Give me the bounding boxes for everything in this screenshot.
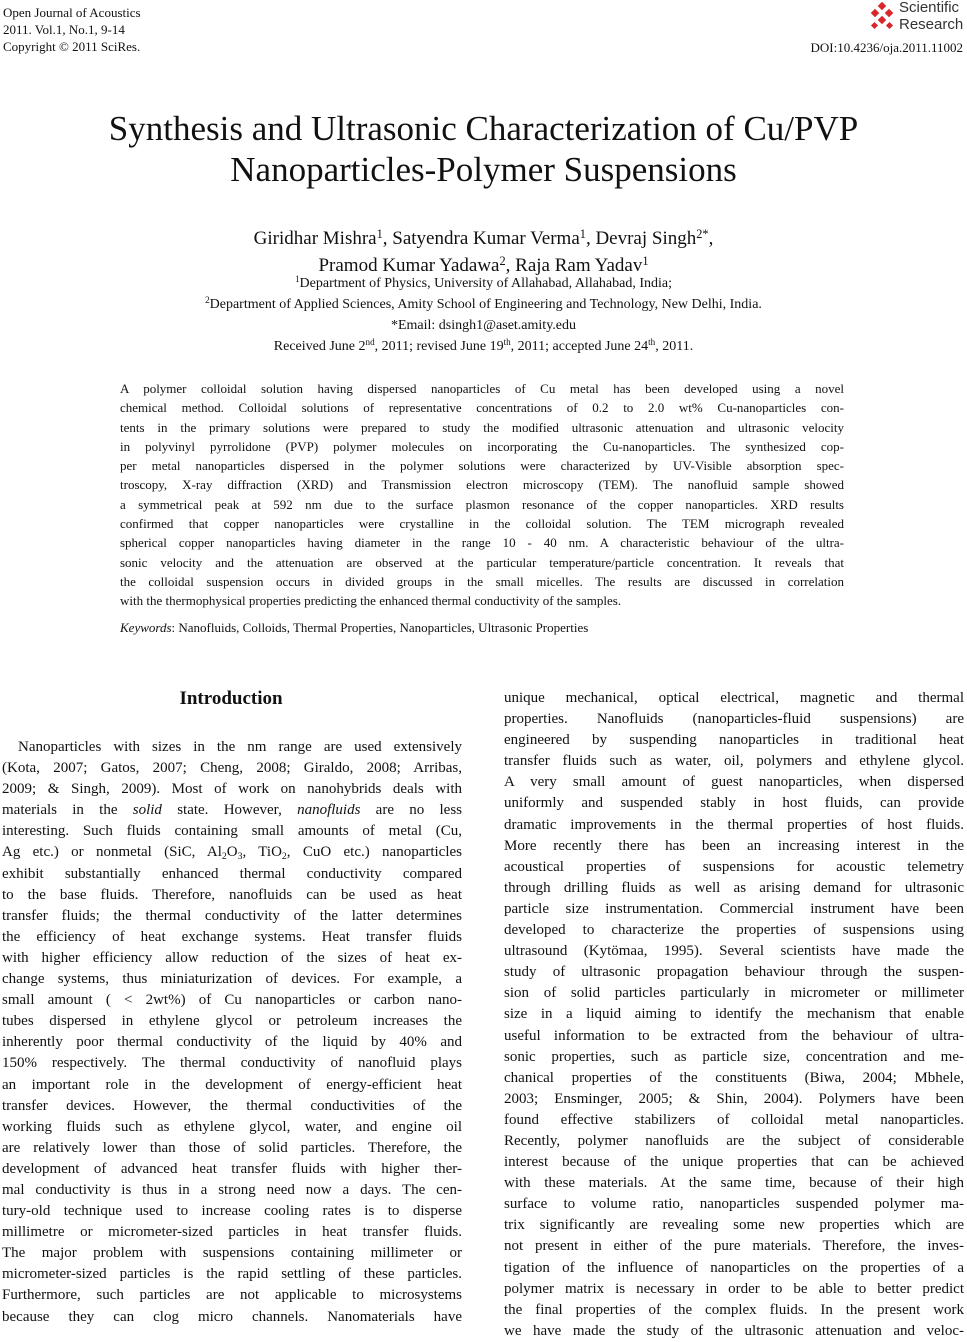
abstract-line: per metal nanoparticles dispersed in the polymer solutions were characterized by UV-Visible absorption spec- (120, 458, 844, 474)
author-affil-mark: 1 (376, 226, 383, 241)
body-line: interesting. Such fluids containing small amounts of metal (Cu, (2, 823, 462, 840)
body-line: materials in the solid state. However, nanofluids are no less (2, 802, 463, 819)
body-line: tigation of the influence of nanoparticles on the properties of a (504, 1259, 964, 1276)
abstract-line: tents in the primary solutions were prepared to study the modified ultrasonic attenuation and ultrasonic velocity (120, 419, 844, 435)
body-line: surface to volume ratio, nanoparticles suspended polymer ma- (504, 1196, 964, 1213)
corresponding-email: *Email: dsingh1@aset.amity.edu (390, 318, 576, 333)
body-line: engineered by suspending nanoparticles in traditional heat (504, 732, 964, 749)
body-line: ultrasound (Kytömaa, 1995). Several scientists have made the (504, 943, 964, 960)
abstract-line: with the thermophysical properties predicting the enhanced thermal conductivity of the samples. (120, 593, 622, 609)
scientific-research-logo (867, 0, 967, 38)
body-line: unique mechanical, optical electrical, magnetic and thermal (504, 690, 964, 706)
affiliation-1: $^1$Department of Physics, University of Allahabad, Allahabad, India; (294, 274, 673, 291)
body-line: sonic properties, such as particle size, concentration and me- (504, 1048, 964, 1065)
abstract-line: chemical method. Colloidal solutions of representative concentrations of 0.2 to 2.0 wt% Cu-nanoparticles con- (120, 400, 844, 416)
body-line: polymer matrix is necessary in order to be able to better predict (504, 1280, 964, 1297)
body-line: millimetre or micrometer-sized particles in heat transfer fluids. (2, 1224, 462, 1241)
author-name: Giridhar Mishra (253, 228, 377, 249)
body-line: are relatively lower than those of solid particles. Therefore, the (2, 1139, 462, 1156)
body-line: the final properties of the complex fluids. In the present work (504, 1301, 964, 1318)
body-line: particle size instrumentation. Commercial instrument have been (504, 900, 964, 917)
body-line: 150% respectively. The thermal conductivity of nanofluid plays (2, 1055, 462, 1072)
paper-title (0, 108, 967, 190)
logo-text-line2: Research (899, 16, 964, 33)
right-column (504, 688, 964, 1342)
body-line: not present in either of the pure materials. Therefore, the inves- (504, 1238, 964, 1255)
author-name: , Satyendra Kumar Verma (382, 228, 580, 249)
body-line: More recently there has been an increasing interest in the (504, 837, 964, 854)
body-line: sion of solid particles particularly in micrometer or millimeter (504, 985, 964, 1002)
body-line: small amount ( < 2wt%) of Cu nanoparticles or carbon nano- (2, 992, 462, 1009)
body-line: acoustical properties of suspensions for acoustic telemetry (504, 858, 964, 875)
logo-text-line1: Scientific (899, 0, 960, 16)
abstract (120, 379, 844, 611)
doi: DOI:10.4236/oja.2011.11002 (810, 40, 963, 55)
body-line: Ag etc.) or nonmetal (SiC, $Al_2O_3$, TiO$_2$, CuO etc.) nanoparticles (2, 844, 462, 862)
body-line: inherently poor thermal conductivity of the liquid by 40% and (2, 1034, 462, 1051)
logo-icon (867, 2, 897, 32)
author-separator: , (708, 228, 714, 249)
abstract-line: in polyvinyl pyrrolidone (PVP) polymer molecules on incorporating the Cu-nanoparticles. The synthesized cop- (120, 438, 844, 454)
body-line: tubes dispersed in ethylene glycol or petroleum increases the (2, 1013, 462, 1030)
body-line: through drilling fluids as well as arising demand for ultrasonic (504, 879, 964, 896)
body-line: micrometer-sized particles is the rapid settling of these particles. (2, 1266, 462, 1283)
body-line: found effective stabilizers of colloidal metal nanoparticles. (504, 1111, 964, 1128)
journal-name: Open Journal of Acoustics (3, 5, 141, 20)
abstract-line: a symmetrical peak at 592 nm due to the surface plasmon resonance of the copper nanoparticles. XRD results (120, 496, 844, 512)
body-line: transfer fluids; the thermal conductivity of the latter determines (2, 907, 462, 924)
body-line: Recently, polymer nanofluids are the subject of considerable (504, 1132, 964, 1149)
body-line: interest because of the unique properties that can be achieved (504, 1154, 964, 1171)
received-dates: Received June 2nd, 2011; revised June 19th, 2011; accepted June 24th, 2011. (273, 337, 694, 354)
body-line: mal conductivity is thus in a strong need now a days. The cen- (2, 1181, 462, 1198)
keywords (120, 620, 588, 636)
body-line: we have made the study of the ultrasonic attenuation and veloc- (504, 1322, 964, 1339)
body-line: Nanoparticles with sizes in the nm range are used extensively (18, 739, 462, 755)
body-line: useful information to be extracted from the behaviour of ultra- (504, 1027, 964, 1044)
body-line: developed to characterize the properties of suspensions using (504, 922, 964, 939)
journal-volume: 2011. Vol.1, No.1, 9-14 (3, 22, 125, 37)
affiliation-2: $^2$Department of Applied Sciences, Amity School of Engineering and Technology, New Delhi, India. (205, 295, 762, 312)
body-line: an important role in the development of energy-efficient heat (2, 1076, 462, 1093)
journal-copyright: Copyright © 2011 SciRes. (3, 39, 141, 54)
author-list (0, 225, 967, 279)
body-line: transfer devices. However, the thermal conductivities of the (2, 1097, 462, 1114)
body-line: study of ultrasonic propagation behaviour through the suspen- (504, 964, 964, 981)
title-line-1: Synthesis and Ultrasonic Characterization of Cu/PVP (108, 109, 859, 148)
body-line: size in a liquid aiming to identify the mechanism that enable (504, 1006, 964, 1023)
body-line: A very small amount of guest nanoparticles, when dispersed (504, 774, 964, 791)
body-line: properties. Nanofluids (nanoparticles-fluid suspensions) are (504, 711, 964, 728)
body-line: working fluids such as ethylene glycol, water, and engine oil (2, 1118, 462, 1135)
author-affil-mark: 2 (499, 253, 506, 268)
author-affil-mark: 2* (696, 226, 709, 241)
abstract-line: the colloidal suspension occurs in divided groups in the small micelles. The results are discussed in correlation (120, 573, 844, 589)
body-line: uniformly and suspended stably in host fluids, can provide (504, 795, 964, 812)
body-line: 2003; Ensminger, 2005; & Shin, 2004). Polymers have been (504, 1090, 964, 1107)
body-line: with these materials. At the same time, because of their high (504, 1175, 964, 1192)
title-line-2: Nanoparticles-Polymer Suspensions (230, 150, 737, 189)
author-affil-mark: 1 (579, 226, 586, 241)
section-heading-introduction: Introduction (179, 688, 283, 709)
body-line: to the base fluids. Therefore, nanofluids can be used as heat (2, 886, 462, 903)
body-line: The major problem with suspensions containing millimeter or (2, 1245, 462, 1262)
journal-header (3, 4, 141, 55)
body-line: because they can clog micro channels. Nanomaterials have (2, 1308, 462, 1325)
abstract-line: confirmed that copper nanoparticles were crystalline in the colloidal solution. The TEM micrograph revealed (120, 516, 844, 532)
body-line: dramatic improvements in the thermal properties of host fluids. (504, 816, 964, 833)
affiliations (0, 273, 967, 357)
author-affil-mark: 1 (642, 253, 649, 268)
body-line: development of advanced heat transfer fluids with higher ther- (2, 1160, 462, 1177)
body-line: the efficiency of heat exchange systems. Heat transfer fluids (2, 928, 462, 945)
abstract-line: A polymer colloidal solution having dispersed nanoparticles of Cu metal has been developed using a novel (120, 381, 844, 396)
left-column (2, 737, 462, 1328)
body-line: exhibit substantially enhanced thermal conductivity compared (2, 865, 462, 882)
body-line: chanical properties of the constituents (Biwa, 2004; Mbhele, (504, 1069, 964, 1086)
body-line: transfer fluids such as water, oil, polymers and ethylene glycol. (504, 753, 964, 770)
body-line: tury-old technique used to increase cooling rates is to disperse (2, 1203, 462, 1220)
author-name: Pramod Kumar Yadawa (318, 255, 500, 276)
body-line: trix significantly are revealing some new properties which are (504, 1217, 964, 1234)
author-name: , Raja Ram Yadav (505, 255, 643, 276)
abstract-line: spherical copper nanoparticles having diameter in the range 10 - 40 nm. A characteristic behaviour of the ultra- (120, 535, 844, 551)
abstract-line: troscopy, X-ray diffraction (XRD) and Transmission electron microscopy (TEM). The nanofluid sample showed (120, 477, 844, 493)
body-line: (Kota, 2007; Gatos, 2007; Cheng, 2008; Giraldo, 2008; Arribas, (2, 760, 462, 777)
body-line: with higher efficiency allow reduction of the sizes of heat ex- (2, 949, 462, 966)
body-line: change systems, thus miniaturization of devices. For example, a (2, 971, 462, 988)
abstract-line: sonic velocity and the attenuation are observed at the particular temperature/particle concentration. It reveals that (120, 554, 844, 570)
body-line: 2009; & Singh, 2009). Most of work on nanohybrids deals with (2, 781, 462, 798)
keywords-text: : Nanofluids, Colloids, Thermal Properties, Nanoparticles, Ultrasonic Properties (171, 620, 589, 635)
body-line: Furthermore, such particles are not applicable to microsystems (2, 1287, 462, 1304)
keywords-label: Keywords (120, 620, 172, 635)
author-name: , Devraj Singh (585, 228, 697, 249)
